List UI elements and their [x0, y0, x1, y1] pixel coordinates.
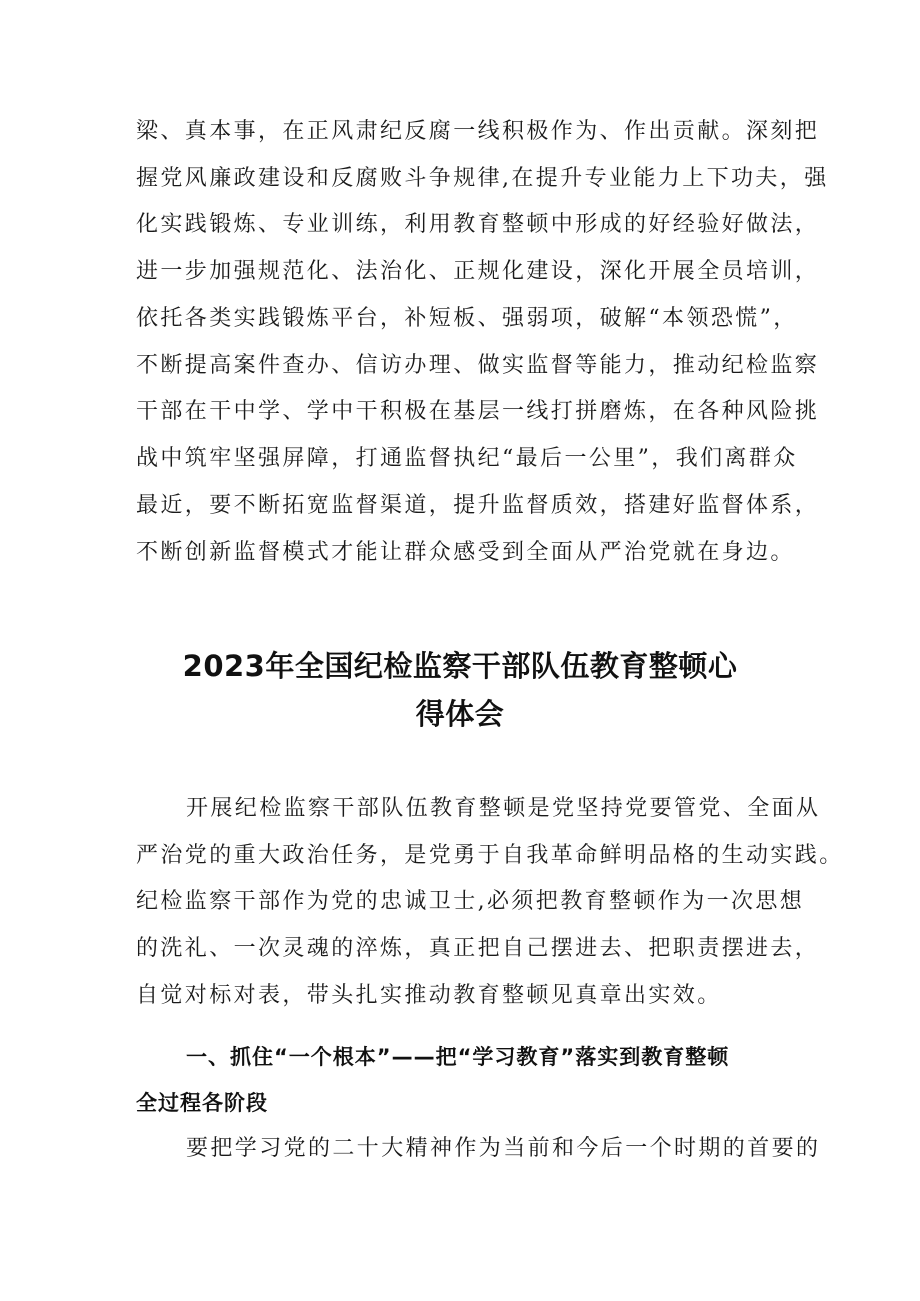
text-line: 不断提高案件查办、信访办理、做实监督等能力，推动纪检监察: [136, 353, 820, 378]
text-line: 自觉对标对表，带头扎实推动教育整顿见真章出实效。: [136, 983, 722, 1008]
text-line: 不断创新监督模式才能让群众感受到全面从严治党就在身边。: [136, 540, 795, 565]
text-line: 的洗礼、一次灵魂的淬炼，真正把自己摆进去、把职责摆进去，: [136, 936, 820, 961]
text-line: 战中筑牢坚强屏障，打通监督执纪“最后一公里”，我们离群众: [136, 446, 798, 471]
text-line: 梁、真本事，在正风肃纪反腐一线积极作为、作出贡献。深刻把: [136, 119, 820, 144]
text-line: 进一步加强规范化、法治化、正规化建设，深化开展全员培训，: [136, 259, 820, 284]
text-line: 握党风廉政建设和反腐败斗争规律,在提升专业能力上下功夫，强: [136, 166, 829, 191]
text-line: 干部在干中学、学中干积极在基层一线打拼磨炼，在各种风险挑: [136, 399, 820, 424]
text-line: 要把学习党的二十大精神作为当前和今后一个时期的首要的: [186, 1136, 821, 1161]
document-title-line-1: 2023年全国纪检监察干部队伍教育整顿心: [182, 649, 738, 683]
text-line: 纪检监察干部作为党的忠诚卫士,必须把教育整顿作为一次思想: [136, 889, 805, 914]
text-line: 最近，要不断拓宽监督渠道，提升监督质效，搭建好监督体系，: [136, 493, 820, 518]
text-line: 开展纪检监察干部队伍教育整顿是党坚持党要管党、全面从: [186, 796, 821, 821]
section-heading-line-1: 一、抓住“一个根本”——把“学习教育”落实到教育整顿: [186, 1045, 730, 1069]
text-line: 化实践锻炼、专业训练，利用教育整顿中形成的好经验好做法，: [136, 212, 820, 237]
text-line: 严治党的重大政治任务，是党勇于自我革命鲜明品格的生动实践。: [136, 843, 844, 868]
section-heading-line-2: 全过程各阶段: [136, 1091, 268, 1115]
document-title-line-2: 得体会: [415, 697, 505, 731]
text-line: 依托各类实践锻炼平台，补短板、强弱项，破解“本领恐慌”，: [136, 306, 798, 331]
